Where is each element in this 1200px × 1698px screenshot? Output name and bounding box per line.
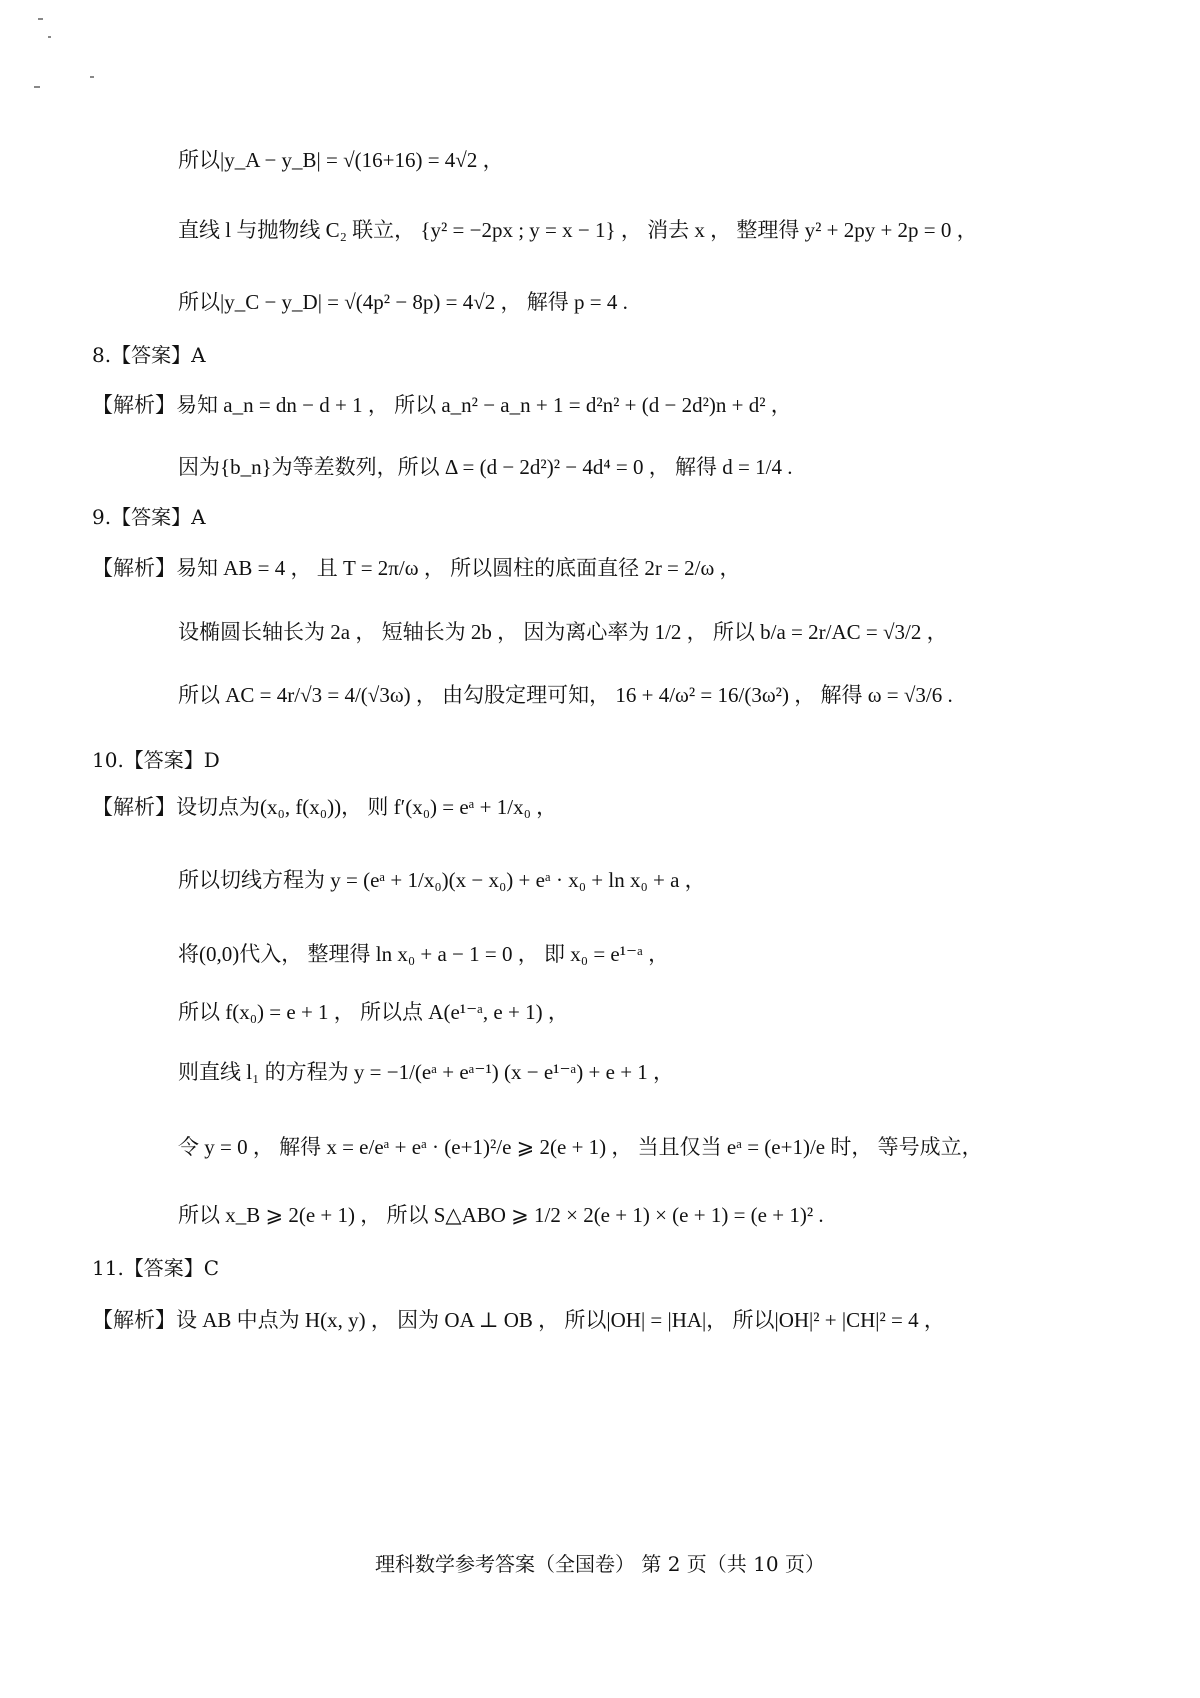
analysis-line: 【解析】易知 a_n = dn − d + 1 ， 所以 a_n² − a_n + 1 = d²n² + (d − 2d²)n + d² ， (92, 393, 792, 417)
solution-line: 所以|y_C − y_D| = √(4p² − 8p) = 4√2 ， 解得 p = 4 . (178, 290, 628, 314)
solution-line: 将(0,0)代入， 整理得 ln x₀ + a − 1 = 0 ， 即 x₀ = e¹⁻ᵃ ， (178, 942, 670, 966)
scan-speck (38, 18, 43, 20)
answer-heading: 11.【答案】C (92, 1256, 220, 1280)
solution-line: 直线 l 与抛物线 C₂ 联立， {y² = −2px ; y = x − 1} ， 消去 x ， 整理得 y² + 2py + 2p = 0 ， (178, 218, 978, 242)
solution-line: 设椭圆长轴长为 2a ， 短轴长为 2b ， 因为离心率为 1/2 ， 所以 b/a = 2r/AC = √3/2 ， (178, 620, 948, 644)
answer-heading: 10.【答案】D (92, 748, 220, 772)
analysis-line: 【解析】设 AB 中点为 H(x, y) ， 因为 OA ⊥ OB ， 所以|OH| = |HA|， 所以|OH|² + |CH|² = 4 ， (92, 1308, 945, 1332)
solution-line: 令 y = 0 ， 解得 x = e/eᵃ + eᵃ · (e+1)²/e ⩾ 2(e + 1) ， 当且仅当 eᵃ = (e+1)/e 时， 等号成立， (178, 1135, 983, 1159)
solution-line: 因为{b_n}为等差数列，所以 Δ = (d − 2d²)² − 4d⁴ = 0 ， 解得 d = 1/4 . (178, 455, 793, 479)
solution-line: 所以 AC = 4r/√3 = 4/(√3ω) ， 由勾股定理可知， 16 + 4/ω² = 16/(3ω²) ， 解得 ω = √3/6 . (178, 683, 953, 707)
solution-line: 则直线 l₁ 的方程为 y = −1/(eᵃ + eᵃ⁻¹) (x − e¹⁻ᵃ) + e + 1 ， (178, 1060, 675, 1084)
analysis-line: 【解析】易知 AB = 4 ， 且 T = 2π/ω ， 所以圆柱的底面直径 2r = 2/ω ， (92, 556, 741, 580)
answer-heading: 9.【答案】A (92, 505, 206, 529)
scan-speck (34, 86, 40, 88)
solution-line: 所以切线方程为 y = (eᵃ + 1/x₀)(x − x₀) + eᵃ · x₀ + ln x₀ + a ， (178, 868, 706, 892)
scan-speck (48, 36, 51, 38)
solution-line: 所以 f(x₀) = e + 1 ， 所以点 A(e¹⁻ᵃ, e + 1) ， (178, 1000, 569, 1024)
scan-speck (90, 76, 94, 78)
answer-heading: 8.【答案】A (92, 343, 206, 367)
page-footer: 理科数学参考答案（全国卷） 第 2 页（共 10 页） (375, 1552, 825, 1576)
analysis-line: 【解析】设切点为(x₀, f(x₀))， 则 f′(x₀) = eᵃ + 1/x₀ ， (92, 795, 558, 819)
solution-line: 所以|y_A − y_B| = √(16+16) = 4√2 ， (178, 148, 504, 172)
solution-line: 所以 x_B ⩾ 2(e + 1) ， 所以 S△ABO ⩾ 1/2 × 2(e + 1) × (e + 1) = (e + 1)² . (178, 1203, 824, 1227)
